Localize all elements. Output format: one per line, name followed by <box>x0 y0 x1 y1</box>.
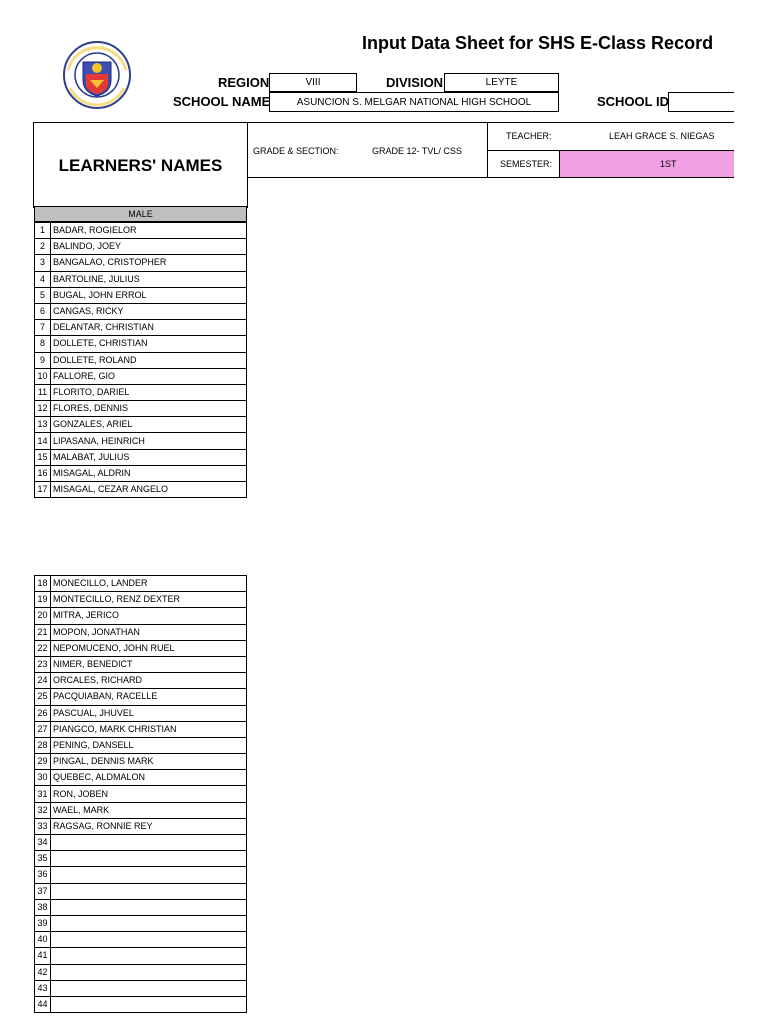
region-field[interactable]: VIII <box>269 73 357 92</box>
learner-number: 25 <box>35 689 51 705</box>
semester-divider <box>559 150 560 178</box>
learner-number: 29 <box>35 754 51 770</box>
learner-row <box>35 754 247 770</box>
info-divider <box>487 122 488 178</box>
learner-name-cell[interactable]: BALINDO, JOEY <box>51 239 247 255</box>
learner-number: 44 <box>35 996 51 1012</box>
learner-row <box>35 417 247 433</box>
learner-row <box>35 932 247 948</box>
learner-number: 10 <box>35 368 51 384</box>
learner-number: 21 <box>35 624 51 640</box>
learner-row <box>35 980 247 996</box>
deped-seal-logo <box>56 40 138 110</box>
learner-number: 37 <box>35 883 51 899</box>
learner-number: 3 <box>35 255 51 271</box>
learner-number: 19 <box>35 592 51 608</box>
learner-number: 16 <box>35 465 51 481</box>
learner-number: 35 <box>35 851 51 867</box>
learner-name-cell[interactable]: CANGAS, RICKY <box>51 303 247 319</box>
info-top-border <box>247 122 734 123</box>
learner-row <box>35 964 247 980</box>
learner-row <box>35 384 247 400</box>
learner-name-cell[interactable]: MALABAT, JULIUS <box>51 449 247 465</box>
learner-name-cell[interactable] <box>51 948 247 964</box>
learner-name-cell[interactable]: BANGALAO, CRISTOPHER <box>51 255 247 271</box>
learner-row <box>35 368 247 384</box>
school-name-field[interactable]: ASUNCION S. MELGAR NATIONAL HIGH SCHOOL <box>269 92 559 112</box>
learner-row <box>35 899 247 915</box>
learner-number: 38 <box>35 899 51 915</box>
learner-number: 4 <box>35 271 51 287</box>
learner-row <box>35 352 247 368</box>
learners-table-part2 <box>34 575 247 1013</box>
learner-name-cell[interactable]: GONZALES, ARIEL <box>51 417 247 433</box>
learner-name-cell[interactable]: BARTOLINE, JULIUS <box>51 271 247 287</box>
learner-name-cell[interactable]: WAEL, MARK <box>51 802 247 818</box>
learner-name-cell[interactable]: LIPASANA, HEINRICH <box>51 433 247 449</box>
division-label: DIVISION <box>386 75 444 90</box>
learner-name-cell[interactable]: RON, JOBEN <box>51 786 247 802</box>
learner-number: 17 <box>35 482 51 498</box>
learner-row <box>35 705 247 721</box>
learner-number: 15 <box>35 449 51 465</box>
learner-row <box>35 915 247 931</box>
learner-row <box>35 433 247 449</box>
learner-name-cell[interactable]: PACQUIABAN, RACELLE <box>51 689 247 705</box>
learner-row <box>35 770 247 786</box>
learner-row <box>35 449 247 465</box>
learner-row <box>35 835 247 851</box>
learner-number: 34 <box>35 835 51 851</box>
learner-name-cell[interactable] <box>51 980 247 996</box>
learner-number: 2 <box>35 239 51 255</box>
learners-names-title: LEARNERS' NAMES <box>58 156 223 175</box>
learner-row <box>35 867 247 883</box>
learner-number: 31 <box>35 786 51 802</box>
learner-number: 33 <box>35 818 51 834</box>
learner-name-cell[interactable]: QUEBEC, ALDMALON <box>51 770 247 786</box>
learner-row <box>35 287 247 303</box>
division-field[interactable]: LEYTE <box>444 73 559 92</box>
learner-row <box>35 223 247 239</box>
learner-row <box>35 851 247 867</box>
learner-name-cell[interactable]: PASCUAL, JHUVEL <box>51 705 247 721</box>
info-bottom-border <box>247 177 734 178</box>
learner-name-cell[interactable]: NIMER, BENEDICT <box>51 656 247 672</box>
learner-number: 13 <box>35 417 51 433</box>
learner-row <box>35 673 247 689</box>
school-name-label: SCHOOL NAME <box>173 94 271 109</box>
learner-name-cell[interactable] <box>51 964 247 980</box>
learner-number: 23 <box>35 656 51 672</box>
learner-name-cell[interactable] <box>51 835 247 851</box>
learner-name-cell[interactable]: MONECILLO, LANDER <box>51 576 247 592</box>
learner-number: 7 <box>35 320 51 336</box>
learner-row <box>35 482 247 498</box>
learner-row <box>35 320 247 336</box>
learner-number: 28 <box>35 737 51 753</box>
learner-number: 42 <box>35 964 51 980</box>
learner-name-cell[interactable]: PIANGCO, MARK CHRISTIAN <box>51 721 247 737</box>
learner-row <box>35 883 247 899</box>
region-label: REGION <box>218 75 270 90</box>
learner-number: 32 <box>35 802 51 818</box>
learner-row <box>35 271 247 287</box>
learner-number: 11 <box>35 384 51 400</box>
learner-row <box>35 640 247 656</box>
learner-row <box>35 802 247 818</box>
learner-name-cell[interactable]: MISAGAL, ALDRIN <box>51 465 247 481</box>
learner-name-cell[interactable] <box>51 996 247 1012</box>
learner-name-cell[interactable]: DOLLETE, CHRISTIAN <box>51 336 247 352</box>
learner-number: 40 <box>35 932 51 948</box>
learner-number: 27 <box>35 721 51 737</box>
learner-name-cell[interactable]: BUGAL, JOHN ERROL <box>51 287 247 303</box>
learner-row <box>35 401 247 417</box>
learner-number: 43 <box>35 980 51 996</box>
school-id-label: SCHOOL ID <box>597 94 669 109</box>
learners-names-header <box>33 122 248 208</box>
learner-number: 22 <box>35 640 51 656</box>
grade-section-value[interactable]: GRADE 12- TVL/ CSS <box>372 146 462 156</box>
learner-name-cell[interactable]: MONTECILLO, RENZ DEXTER <box>51 592 247 608</box>
learner-row <box>35 818 247 834</box>
learner-name-cell[interactable]: FALLORE, GIO <box>51 368 247 384</box>
learner-name-cell[interactable]: DELANTAR, CHRISTIAN <box>51 320 247 336</box>
semester-value[interactable]: 1ST <box>660 159 677 169</box>
semester-label: SEMESTER: <box>500 159 553 169</box>
learner-row <box>35 996 247 1012</box>
learner-name-cell[interactable] <box>51 932 247 948</box>
learner-number: 41 <box>35 948 51 964</box>
learner-row <box>35 948 247 964</box>
teacher-value[interactable]: LEAH GRACE S. NIEGAS <box>609 131 715 141</box>
learner-row <box>35 465 247 481</box>
learner-number: 12 <box>35 401 51 417</box>
learner-number: 6 <box>35 303 51 319</box>
learner-number: 8 <box>35 336 51 352</box>
learner-number: 26 <box>35 705 51 721</box>
learner-row <box>35 624 247 640</box>
learner-name-cell[interactable] <box>51 851 247 867</box>
male-section-header: MALE <box>34 206 247 222</box>
learner-name-cell[interactable]: RAGSAG, RONNIE REY <box>51 818 247 834</box>
learner-name-cell[interactable] <box>51 899 247 915</box>
learner-number: 24 <box>35 673 51 689</box>
learner-number: 30 <box>35 770 51 786</box>
semester-highlight <box>559 151 734 177</box>
learner-name-cell[interactable]: FLORES, DENNIS <box>51 401 247 417</box>
learner-name-cell[interactable]: ORCALES, RICHARD <box>51 673 247 689</box>
learner-row <box>35 608 247 624</box>
learner-number: 18 <box>35 576 51 592</box>
learner-row <box>35 576 247 592</box>
learner-number: 5 <box>35 287 51 303</box>
learner-row <box>35 737 247 753</box>
learner-number: 14 <box>35 433 51 449</box>
learner-row <box>35 592 247 608</box>
learner-name-cell[interactable]: NEPOMUCENO, JOHN RUEL <box>51 640 247 656</box>
learner-row <box>35 786 247 802</box>
learner-row <box>35 303 247 319</box>
page-title: Input Data Sheet for SHS E-Class Record <box>362 33 714 53</box>
learner-name-cell[interactable]: MISAGAL, CEZAR ANGELO <box>51 482 247 498</box>
learners-table-part1 <box>34 222 247 498</box>
learner-name-cell[interactable]: MOPON, JONATHAN <box>51 624 247 640</box>
learner-name-cell[interactable] <box>51 915 247 931</box>
learner-row <box>35 255 247 271</box>
learner-number: 9 <box>35 352 51 368</box>
learner-name-cell[interactable]: MITRA, JERICO <box>51 608 247 624</box>
school-id-field[interactable] <box>668 92 734 112</box>
learner-name-cell[interactable]: DOLLETE, ROLAND <box>51 352 247 368</box>
learner-number: 20 <box>35 608 51 624</box>
learner-name-cell[interactable]: PENING, DANSELL <box>51 737 247 753</box>
learner-name-cell[interactable] <box>51 867 247 883</box>
grade-section-label: GRADE & SECTION: <box>253 146 339 156</box>
learner-number: 39 <box>35 915 51 931</box>
learner-row <box>35 689 247 705</box>
learner-row <box>35 721 247 737</box>
teacher-label: TEACHER: <box>506 131 552 141</box>
learner-row <box>35 656 247 672</box>
learner-row <box>35 336 247 352</box>
learner-name-cell[interactable]: PINGAL, DENNIS MARK <box>51 754 247 770</box>
learner-name-cell[interactable]: BADAR, ROGIELOR <box>51 223 247 239</box>
learner-name-cell[interactable] <box>51 883 247 899</box>
learner-number: 1 <box>35 223 51 239</box>
learner-number: 36 <box>35 867 51 883</box>
learner-row <box>35 239 247 255</box>
learner-name-cell[interactable]: FLORITO, DARIEL <box>51 384 247 400</box>
